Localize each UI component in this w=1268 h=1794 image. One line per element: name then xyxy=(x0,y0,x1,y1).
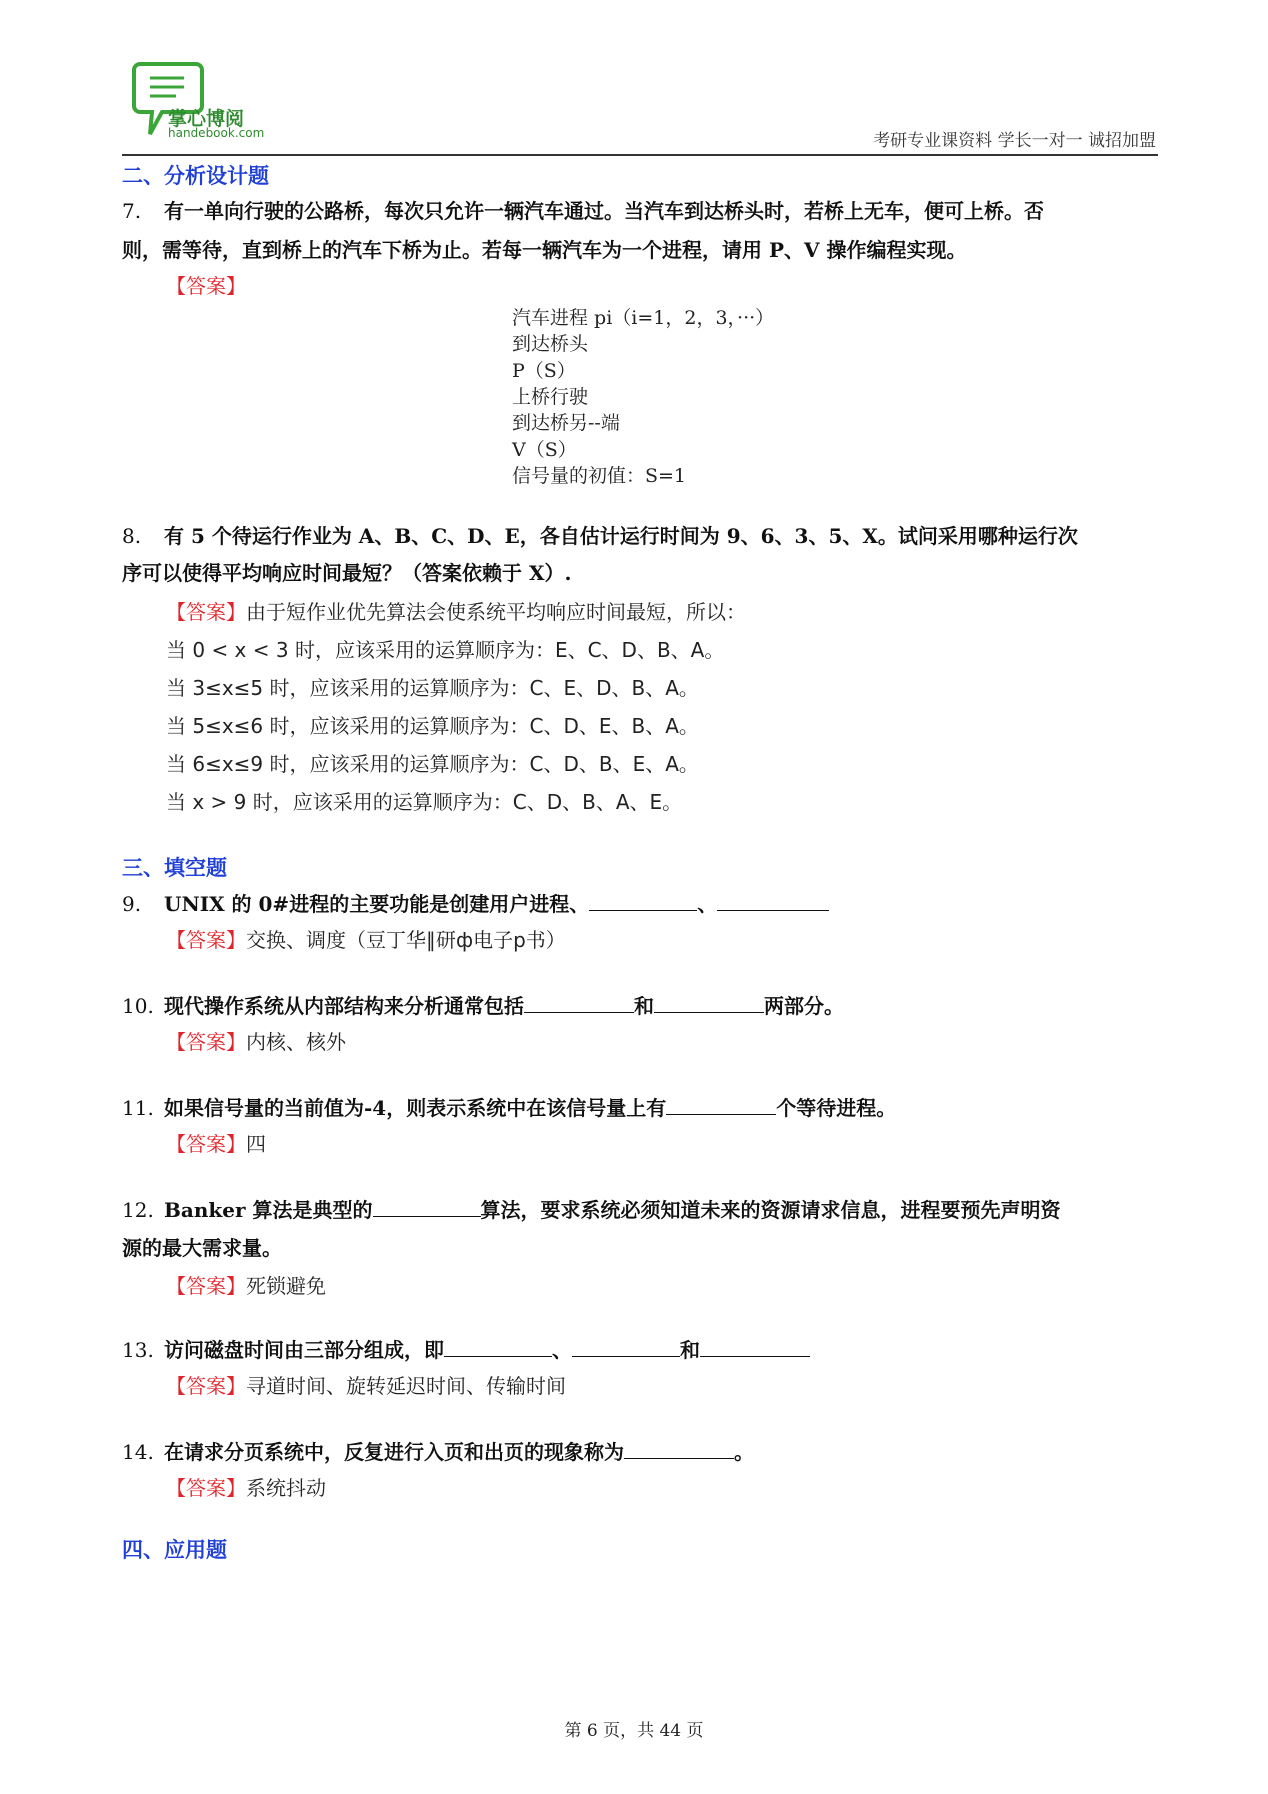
question-number: 14. xyxy=(122,1440,154,1464)
question-9 xyxy=(122,888,829,917)
question-11 xyxy=(122,1092,896,1121)
question-text: 有一单向行驶的公路桥，每次只允许一辆汽车通过。当汽车到达桥头时，若桥上无车，便可上桥。否 xyxy=(164,199,1044,223)
answer-line: 当 0 < x < 3 时，应该采用的运算顺序为：E、C、D、B、A。 xyxy=(166,638,725,662)
question-text: 两部分。 xyxy=(764,994,844,1018)
question-text: 有 5 个待运行作业为 A、B、C、D、E，各自估计运行时间为 9、6、3、5、X。试问采用哪种运行次 xyxy=(164,524,1078,548)
question-number: 12. xyxy=(122,1198,154,1222)
header-divider xyxy=(122,154,1158,156)
answer-line xyxy=(166,596,746,625)
question-text: 访问磁盘时间由三部分组成，即 xyxy=(164,1338,444,1362)
question-text: 在请求分页系统中，反复进行入页和出页的现象称为 xyxy=(164,1440,624,1464)
question-7-line-1 xyxy=(122,195,1044,224)
answer-tag: 【答案】 xyxy=(166,274,246,298)
code-line: 汽车进程 pi（i=1，2，3，···） xyxy=(512,307,775,329)
question-text: UNIX 的 0#进程的主要功能是创建用户进程、 xyxy=(164,892,590,916)
code-line: 信号量的初值：S=1 xyxy=(512,465,687,487)
answer-line xyxy=(166,1026,346,1055)
answer-line: 当 x > 9 时，应该采用的运算顺序为：C、D、B、A、E。 xyxy=(166,790,683,814)
answer-tag: 【答案】 xyxy=(166,1030,246,1054)
question-12-line-2: 源的最大需求量。 xyxy=(122,1236,282,1260)
section-title-fill-in: 三、填空题 xyxy=(122,856,227,880)
answer-tag: 【答案】 xyxy=(166,1274,246,1298)
answer-line: 当 6≤x≤9 时，应该采用的运算顺序为：C、D、B、E、A。 xyxy=(166,752,699,776)
answer-text: 系统抖动 xyxy=(246,1476,326,1500)
answer-line xyxy=(166,1472,326,1501)
question-7-line-2: 则，需等待，直到桥上的汽车下桥为止。若每一辆汽车为一个进程，请用 P、V 操作编程实现。 xyxy=(122,238,967,262)
answer-blank xyxy=(654,992,764,1013)
question-number: 9. xyxy=(122,892,142,916)
answer-tag: 【答案】 xyxy=(166,1132,246,1156)
answer-text: 寻道时间、旋转延迟时间、传输时间 xyxy=(246,1374,566,1398)
question-8-line-1 xyxy=(122,520,1078,549)
answer-blank xyxy=(444,1336,552,1357)
question-number: 11. xyxy=(122,1096,154,1120)
question-text: 、 xyxy=(552,1338,572,1362)
answer-text: 四 xyxy=(246,1132,266,1156)
section-title-analysis-design: 二、分析设计题 xyxy=(122,164,269,188)
answer-blank xyxy=(373,1196,481,1217)
question-text: 如果信号量的当前值为-4，则表示系统中在该信号量上有 xyxy=(164,1096,667,1120)
code-line: 到达桥头 xyxy=(512,333,589,355)
logo-text: 掌心博阅 xyxy=(168,108,245,130)
answer-tag: 【答案】 xyxy=(166,1374,246,1398)
question-text: 算法，要求系统必须知道未来的资源请求信息，进程要预先声明资 xyxy=(480,1198,1061,1222)
answer-tag: 【答案】 xyxy=(166,600,246,624)
answer-line xyxy=(166,1270,326,1299)
question-text: 现代操作系统从内部结构来分析通常包括 xyxy=(164,994,524,1018)
header-tagline: 考研专业课资料 学长一对一 诚招加盟 xyxy=(873,131,1156,151)
question-text: 。 xyxy=(734,1440,754,1464)
answer-line xyxy=(166,924,566,953)
answer-line xyxy=(166,1370,566,1399)
answer-line xyxy=(166,1128,266,1157)
answer-tag: 【答案】 xyxy=(166,1476,246,1500)
answer-text: 交换、调度（豆丁华∥研ф电子р书） xyxy=(246,928,566,952)
question-13 xyxy=(122,1334,810,1363)
answer-text: 由于短作业优先算法会使系统平均响应时间最短，所以： xyxy=(246,600,746,624)
code-line: 到达桥另--端 xyxy=(512,412,620,434)
section-title-application: 四、应用题 xyxy=(122,1538,227,1562)
code-line: 上桥行驶 xyxy=(512,386,589,408)
logo-url: handebook.com xyxy=(168,126,265,140)
question-text: 、 xyxy=(697,892,718,916)
question-text: 个等待进程。 xyxy=(776,1096,897,1120)
question-text: 和 xyxy=(634,994,654,1018)
question-10 xyxy=(122,990,844,1019)
question-12-line-1 xyxy=(122,1194,1061,1223)
answer-blank xyxy=(717,890,829,911)
question-text: Banker 算法是典型的 xyxy=(164,1198,373,1222)
question-8-line-2: 序可以使得平均响应时间最短？（答案依赖于 X）. xyxy=(122,561,572,585)
answer-blank xyxy=(700,1336,810,1357)
answer-text: 内核、核外 xyxy=(246,1030,346,1054)
answer-blank xyxy=(524,992,634,1013)
answer-blank xyxy=(572,1336,680,1357)
question-text: 和 xyxy=(680,1338,700,1362)
code-line: P（S） xyxy=(512,360,576,382)
question-number: 10. xyxy=(122,994,154,1018)
question-number: 8. xyxy=(122,524,142,548)
answer-line: 当 3≤x≤5 时，应该采用的运算顺序为：C、E、D、B、A。 xyxy=(166,676,699,700)
answer-line: 当 5≤x≤6 时，应该采用的运算顺序为：C、D、E、B、A。 xyxy=(166,714,699,738)
answer-text: 死锁避免 xyxy=(246,1274,326,1298)
question-14 xyxy=(122,1436,754,1465)
page-number: 第 6 页，共 44 页 xyxy=(564,1721,704,1741)
question-number: 7. xyxy=(122,199,142,223)
answer-blank xyxy=(666,1094,776,1115)
answer-tag: 【答案】 xyxy=(166,928,246,952)
question-number: 13. xyxy=(122,1338,154,1362)
code-line: V（S） xyxy=(512,439,577,461)
answer-blank xyxy=(624,1438,734,1459)
answer-blank xyxy=(589,890,697,911)
